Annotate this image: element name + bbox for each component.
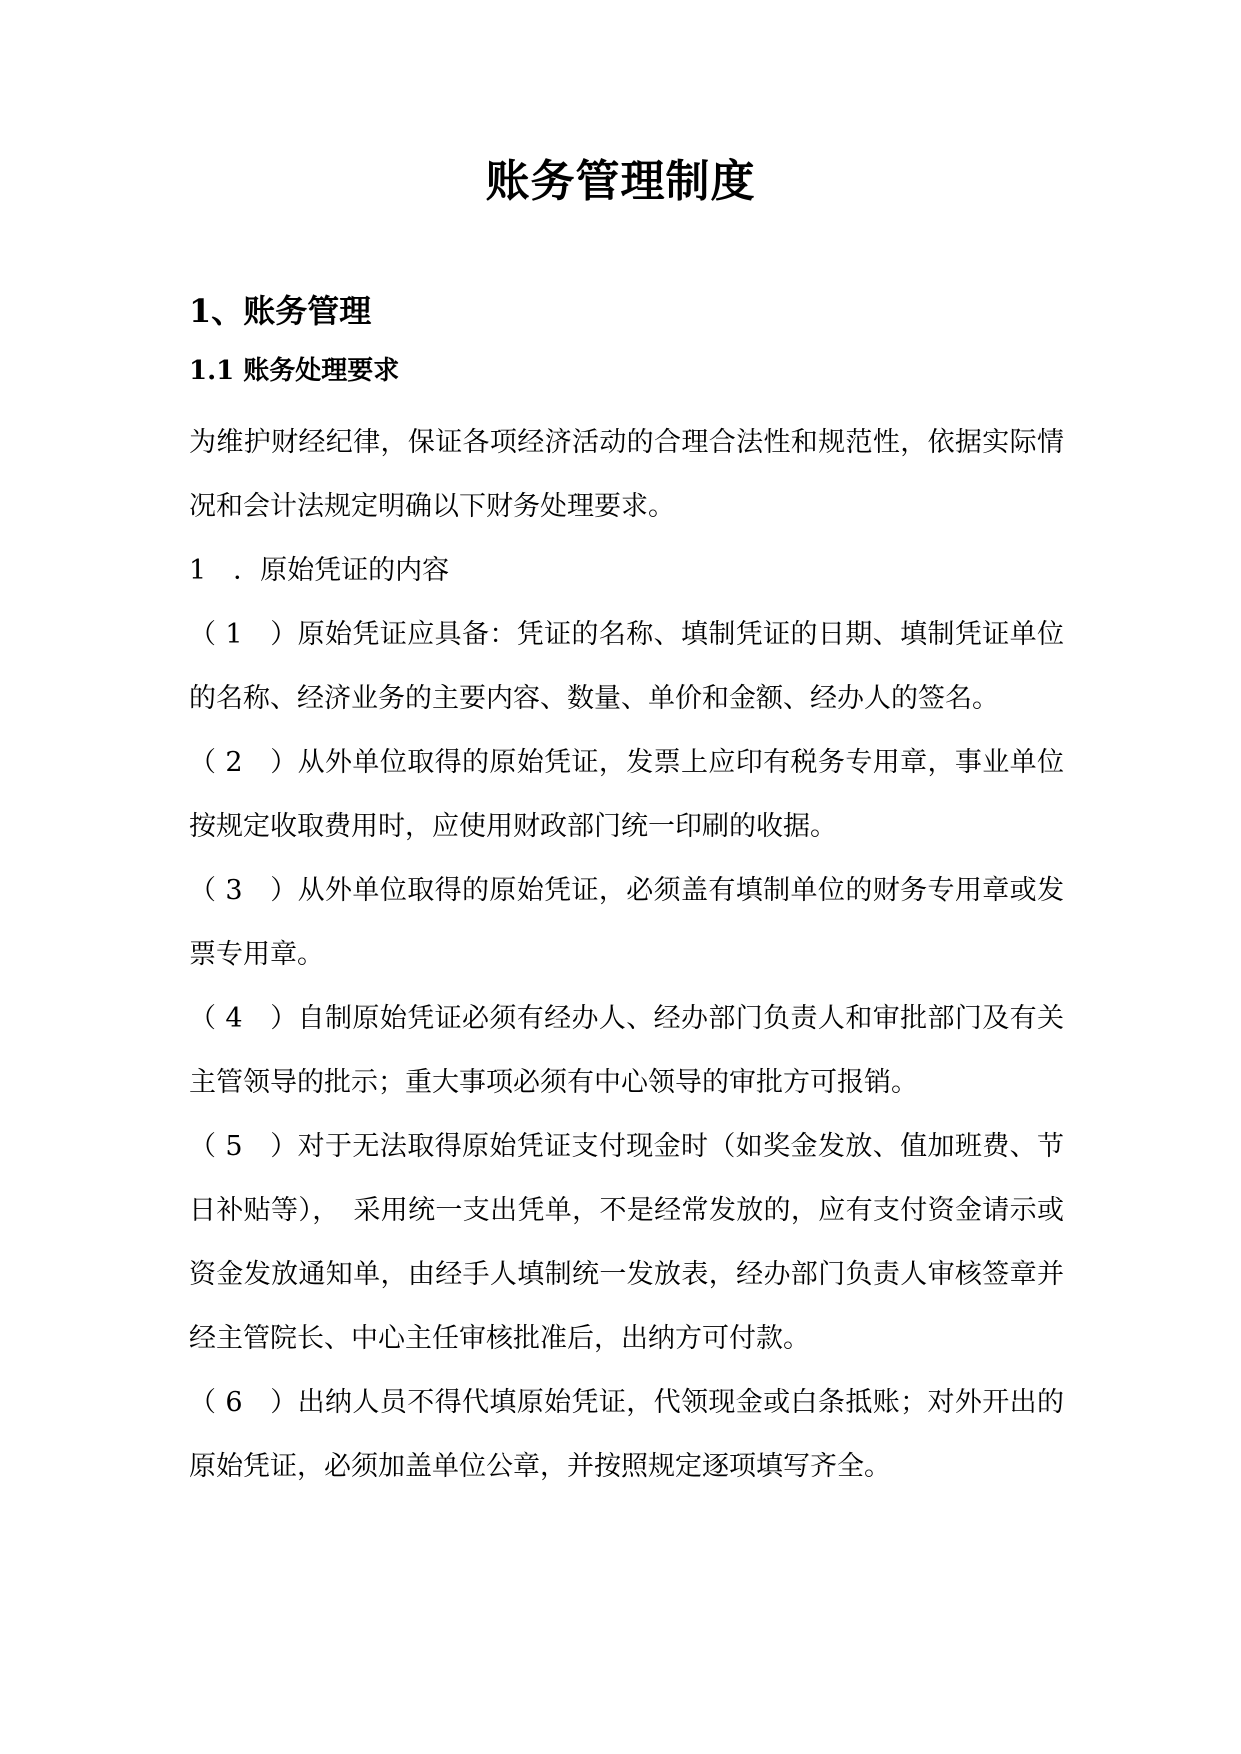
paragraph-rule-2: （ 2 ）从外单位取得的原始凭证，发票上应印有税务专用章，事业单位按规定收取费用时，应使用财政部门统一印刷的收据。 <box>189 747 1064 842</box>
subsection-heading: 1.1 账务处理要求 <box>189 356 400 386</box>
paragraph-item-heading: 1 ．原始凭证的内容 <box>189 555 450 586</box>
paragraph-rule-1: （ 1 ）原始凭证应具备：凭证的名称、填制凭证的日期、填制凭证单位的名称、经济业务的主要内容、数量、单价和金额、经办人的签名。 <box>189 619 1064 714</box>
document-title: 账务管理制度 <box>485 156 756 207</box>
paragraph-rule-5: （ 5 ）对于无法取得原始凭证支付现金时（如奖金发放、值加班费、节日补贴等）， 采用统一支出凭单，不是经常发放的，应有支付资金请示或资金发放通知单，由经手人填制统一发放表，经办部门负责人审核签章并经主管院长、中心主任审核批准后，出纳方可付款。 <box>189 1131 1064 1354</box>
paragraph-rule-4: （ 4 ）自制原始凭证必须有经办人、经办部门负责人和审批部门及有关主管领导的批示；重大事项必须有中心领导的审批方可报销。 <box>189 1003 1064 1098</box>
section-heading: 1、账务管理 <box>189 292 372 330</box>
paragraph-intro: 为维护财经纪律，保证各项经济活动的合理合法性和规范性，依据实际情况和会计法规定明确以下财务处理要求。 <box>189 427 1064 522</box>
document-body <box>189 289 1064 1499</box>
paragraph-rule-3: （ 3 ）从外单位取得的原始凭证，必须盖有填制单位的财务专用章或发票专用章。 <box>189 875 1064 970</box>
paragraph-rule-6: （ 6 ）出纳人员不得代填原始凭证，代领现金或白条抵账；对外开出的原始凭证，必须加盖单位公章，并按照规定逐项填写齐全。 <box>189 1387 1064 1482</box>
